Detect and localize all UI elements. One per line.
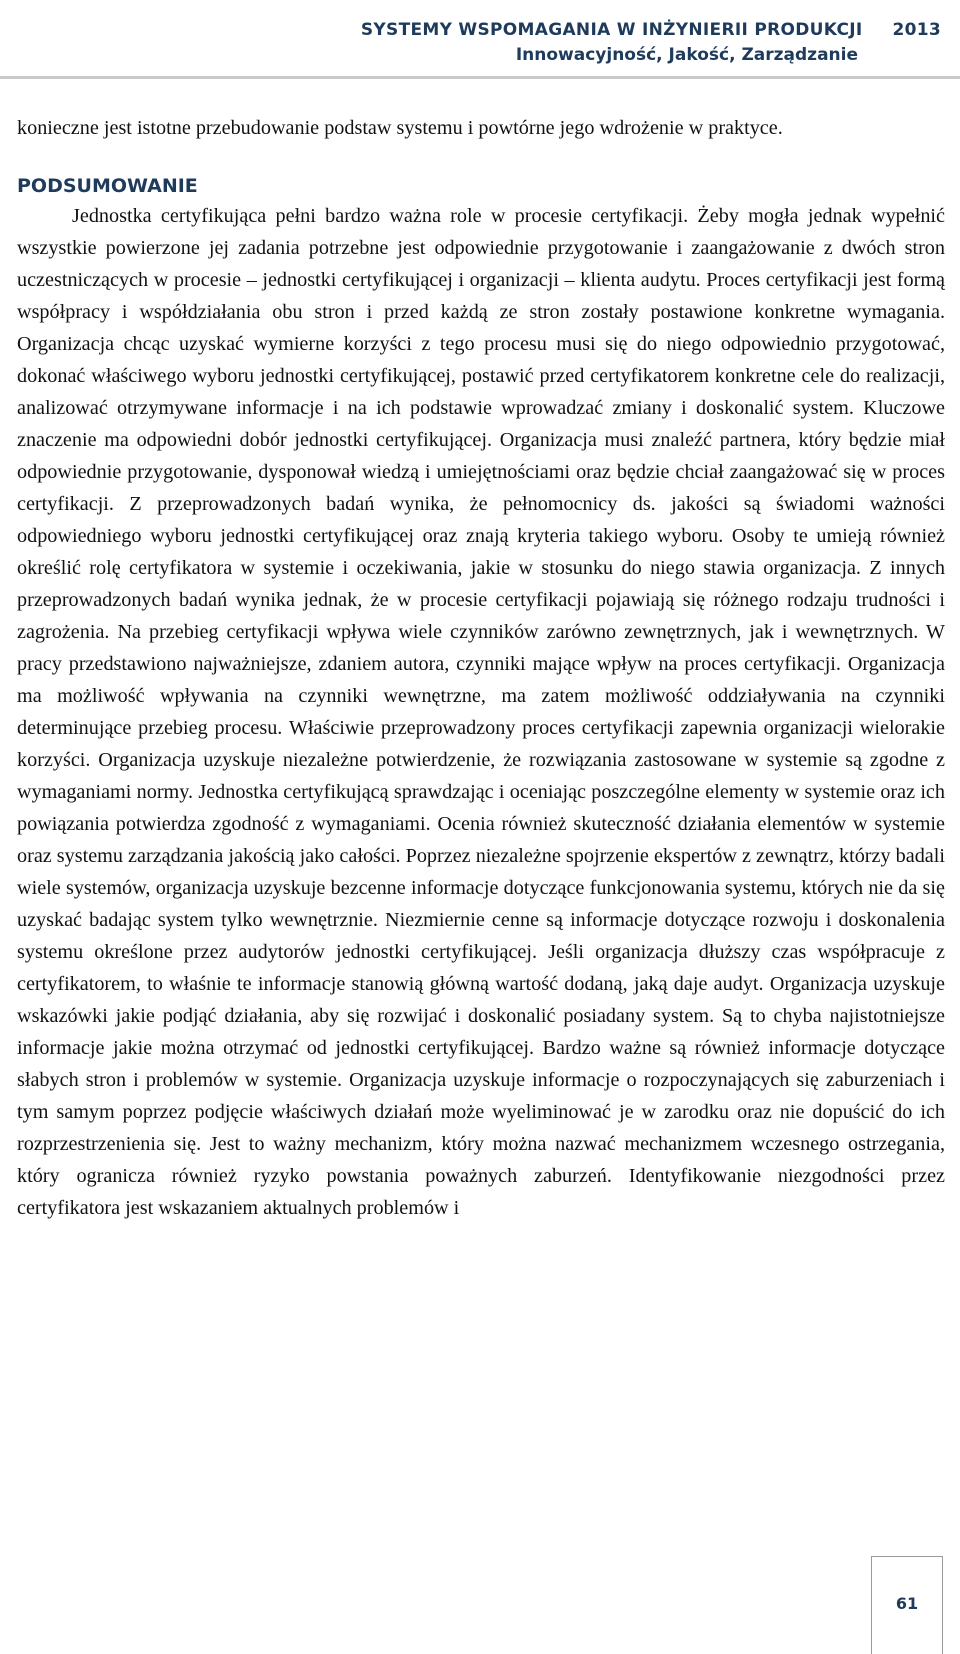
page-number: 61 [895, 1594, 919, 1613]
intro-paragraph: konieczne jest istotne przebudowanie podstaw systemu i powtórne jego wdrożenie w praktyce. [17, 117, 783, 139]
page-body [17, 112, 945, 1224]
page-number-box [871, 1556, 943, 1654]
journal-title: SYSTEMY WSPOMAGANIA W INŻYNIERII PRODUKCJI [360, 20, 863, 40]
page-header [0, 0, 960, 80]
journal-title-line [361, 20, 941, 40]
header-divider [0, 76, 960, 79]
summary-paragraph: Jednostka certyfikująca pełni bardzo ważna role w procesie certyfikacji. Żeby mogła jednak wypełnić wszystkie powierzone jej zadania potrzebne jest odpowiednie przygotowanie i zaangażowanie z dwóch stron uczestniczących w procesie – jednostki certyfikującej i organizacji – klienta audytu. Proces certyfikacji jest formą współpracy i współdziałania obu stron i przed każdą ze stron zostały postawione konkretne wymagania. Organizacja chcąc uzyskać wymierne korzyści z tego procesu musi się do niego odpowiednio przygotować, dokonać właściwego wyboru jednostki certyfikującej, postawić przed certyfikatorem konkretne cele do realizacji, analizować otrzymywane informacje i na ich podstawie wprowadzać zmiany i doskonalić system. Kluczowe znaczenie ma odpowiedni dobór jednostki certyfikującej. Organizacja musi znaleźć partnera, który będzie miał odpowiednie przygotowanie, dysponował wiedzą i umiejętnościami oraz będzie chciał zaangażować się w proces certyfikacji. Z przeprowadzonych badań wynika, że pełnomocnicy ds. jakości są świadomi ważności odpowiedniego wyboru jednostki certyfikującej oraz znają kryteria takiego wyboru. Osoby te umieją również określić rolę certyfikatora w systemie i oczekiwania, jakie w stosunku do niego stawia organizacja. Z innych przeprowadzonych badań wynika jednak, że w procesie certyfikacji pojawiają się różnego rodzaju trudności i zagrożenia. Na przebieg certyfikacji wpływa wiele czynników zarówno zewnętrznych, jak i wewnętrznych. W pracy przedstawiono najważniejsze, zdaniem autora, czynniki mające wpływ na proces certyfikacji. Organizacja ma możliwość wpływania na czynniki wewnętrzne, ma zatem możliwość oddziaływania na czynniki determinujące przebieg procesu. Właściwie przeprowadzony proces certyfikacji zapewnia organizacji wielorakie korzyści. Organizacja uzyskuje niezależne potwierdzenie, że rozwiązania zastosowane w systemie są zgodne z wymaganiami normy. Jednostka certyfikującą sprawdzając i oceniając poszczególne elementy w systemie oraz ich powiązania potwierdza zgodność z wymaganiami. Ocenia również skuteczność działania elementów w systemie oraz systemu zarządzania jakością jako całości. Poprzez niezależne spojrzenie ekspertów z zewnątrz, którzy badali wiele systemów, organizacja uzyskuje bezcenne informacje dotyczące funkcjonowania systemu, których nie da się uzyskać badając system tylko wewnętrznie. Niezmiernie cenne są informacje dotyczące rozwoju i doskonalenia systemu określone przez audytorów jednostki certyfikującej. Jeśli organizacja dłuższy czas współpracuje z certyfikatorem, to właśnie te informacje stanowią główną wartość dodaną, jaką daje audyt. Organizacja uzyskuje wskazówki jakie podjąć działania, aby się rozwijać i doskonalić posiadany system. Są to chyba najistotniejsze informacje jakie można otrzymać od jednostki certyfikującej. Bardzo ważne są również informacje dotyczące słabych stron i problemów w systemie. Organizacja uzyskuje informacje o rozpoczynających się zaburzeniach i tym samym poprzez podjęcie właściwych działań może wyeliminować je w zarodku oraz nie dopuścić do ich rozprzestrzenienia się. Jest to ważny mechanizm, który można nazwać mechanizmem wczesnego ostrzegania, który ogranicza również ryzyko powstania poważnych zaburzeń. Identyfikowanie niezgodności przez certyfikatora jest wskazaniem aktualnych problemów i [17, 205, 945, 1219]
journal-year: 2013 [892, 20, 941, 40]
section-title: PODSUMOWANIE [17, 175, 198, 197]
journal-subtitle: Innowacyjność, Jakość, Zarządzanie [515, 45, 858, 65]
